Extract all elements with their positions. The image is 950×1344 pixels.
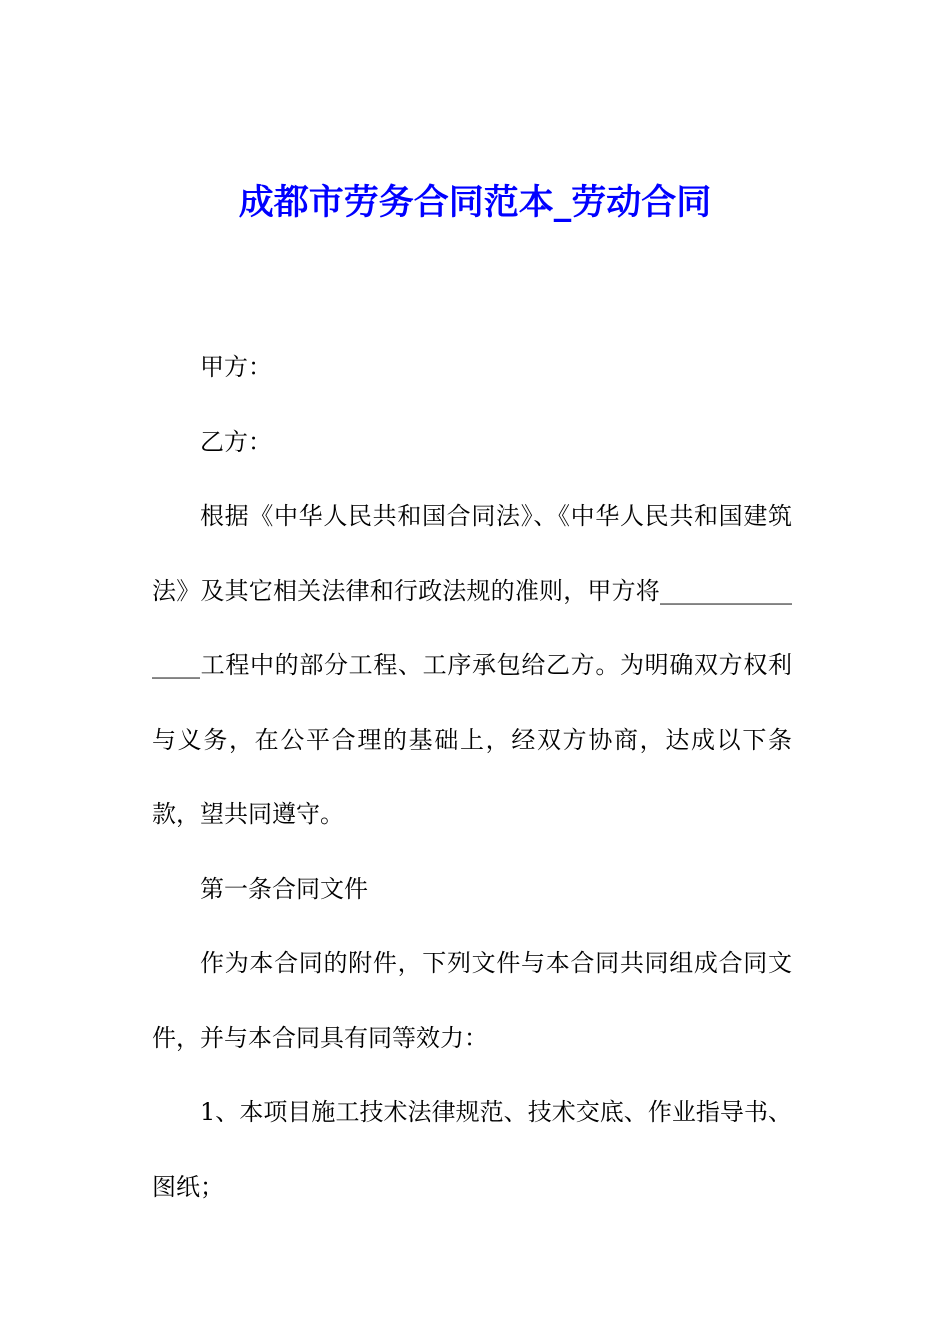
article-heading: 第一条合同文件	[200, 874, 368, 903]
article-paragraph: 作为本合同的附件，下列文件与本合同共同组成合同文件，并与本合同具有同等效力：	[152, 949, 792, 1052]
document-body	[152, 330, 792, 1224]
list-item: 1、本项目施工技术法律规范、技术交底、作业指导书、图纸；	[152, 1098, 792, 1201]
party-a-line: 甲方：	[200, 353, 272, 381]
preamble-paragraph: 根据《中华人民共和国合同法》、《中华人民共和国建筑法》及其它相关法律和行政法规的准则，甲方将_______________工程中的部分工程、工序承包给乙方。为明确双方权利与义务，在公平合理的基础上，经双方协商，达成以下条款，望共同遵守。	[152, 502, 792, 828]
party-b-line: 乙方：	[200, 427, 272, 456]
document-title: 成都市劳务合同范本_劳动合同	[238, 182, 712, 223]
